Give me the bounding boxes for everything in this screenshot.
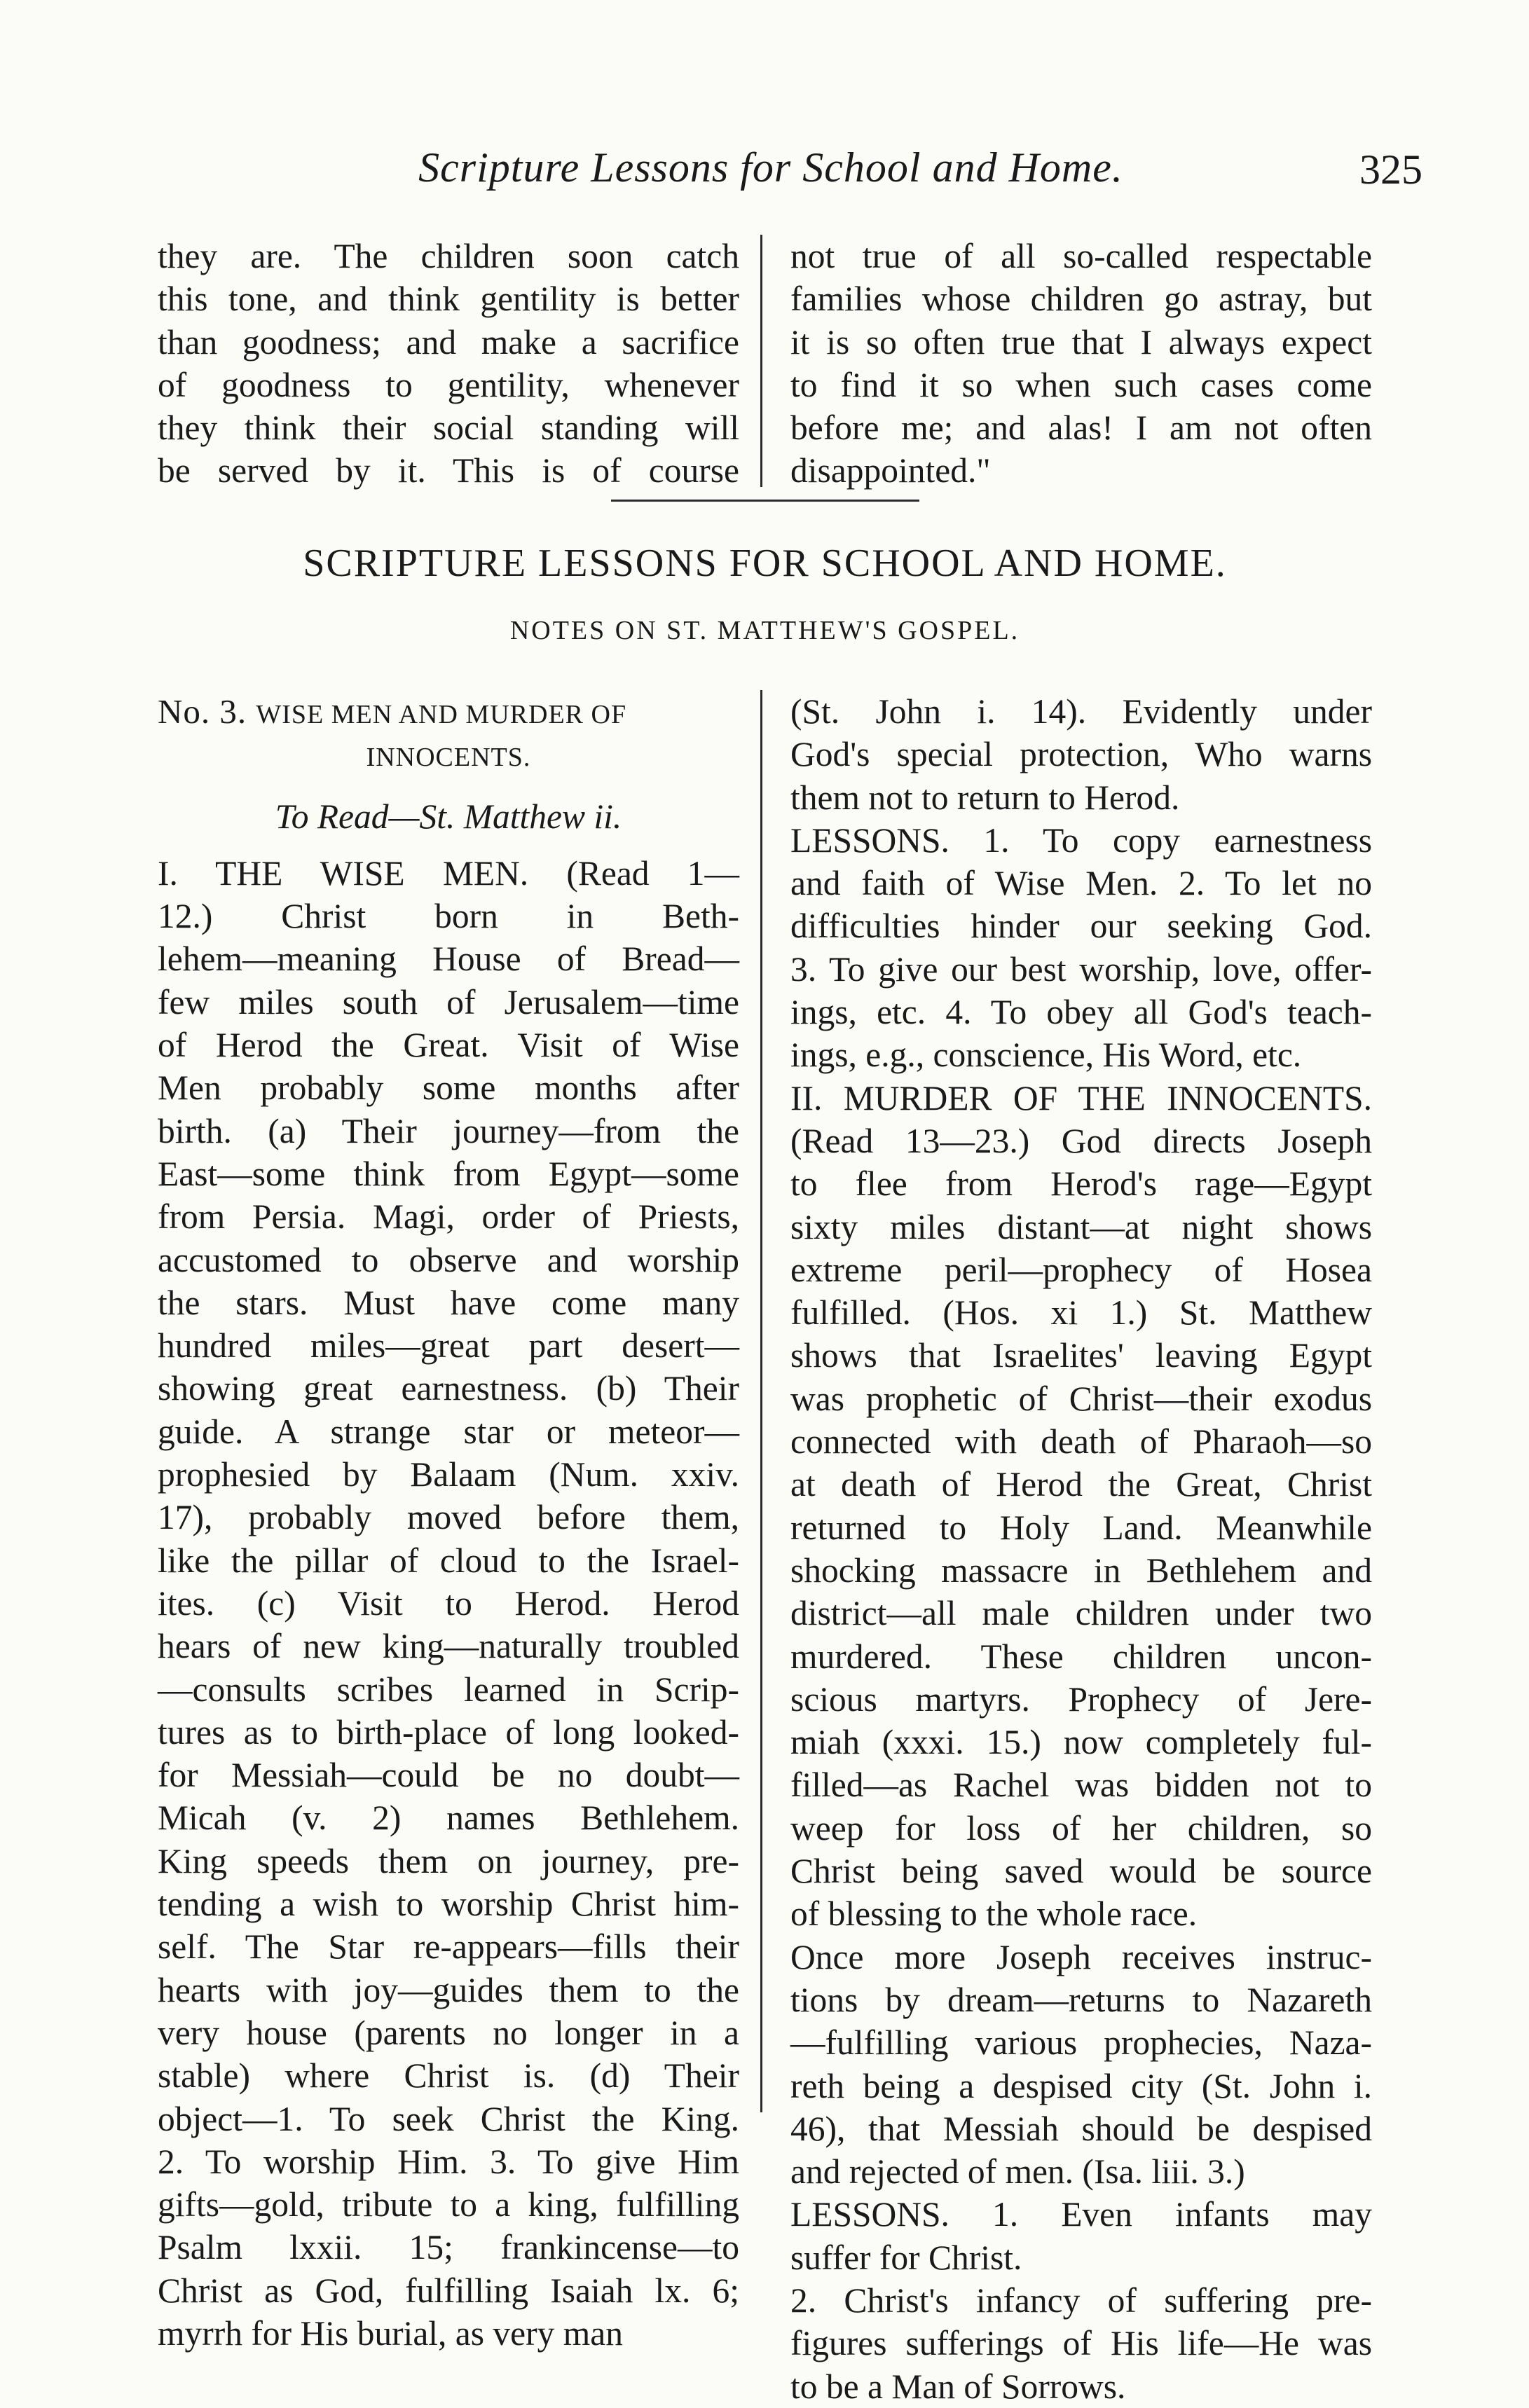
text-line: 46), that Messiah should be despised [790,2109,1372,2148]
text-line: not true of all so-called respectable [790,237,1372,275]
text-line: ings, e.g., conscience, His Word, etc. [790,1036,1302,1075]
text-line: fulfilled. (Hos. xi 1.) St. Matthew [790,1293,1372,1333]
text-line: of blessing to the whole race. [790,1894,1198,1934]
text-line: to be a Man of Sorrows. [790,2367,1126,2406]
text-line: shocking massacre in Bethlehem and [790,1550,1372,1590]
text-line: showing great earnestness. (b) Their [158,1369,739,1408]
text-line: before me; and alas! I am not often [790,408,1372,448]
section-subtitle: NOTES ON ST. MATTHEW'S GOSPEL. [509,616,1020,645]
reading-reference: To Read—St. Matthew ii. [275,797,622,836]
text-line: tures as to birth-place of long looked- [158,1712,739,1752]
lesson-title-line1: WISE MEN AND MURDER OF [256,700,627,729]
text-line: connected with death of Pharaoh—so [790,1422,1372,1461]
right-body-text [790,690,1372,2408]
text-line: ings, etc. 4. To obey all God's teach- [790,993,1372,1032]
text-line: 17), probably moved before them, [158,1498,739,1537]
lesson-number: No. 3. [158,692,247,731]
text-line: Psalm lxxii. 15; frankincense—to [158,2228,739,2267]
text-line: —consults scribes learned in Scrip- [158,1670,739,1709]
text-line: tions by dream—returns to Nazareth [790,1980,1372,2019]
text-line: 12.) Christ born in Beth- [158,897,739,936]
text-line: object—1. To seek Christ the King. [158,2099,739,2138]
text-line: Christ being saved would be source [790,1852,1372,1891]
text-line: the stars. Must have come many [158,1283,739,1322]
right-body-column [790,690,1372,2408]
text-line: 2. Christ's infancy of suffering pre- [790,2280,1372,2320]
text-line: lehem—meaning House of Bread— [158,940,739,979]
text-line: LESSONS. 1. Even infants may [790,2195,1372,2234]
lesson-heading [158,690,739,780]
text-line: 2. To worship Him. 3. To give Him [158,2142,739,2181]
text-line: birth. (a) Their journey—from the [158,1111,739,1150]
text-line: II. MURDER OF THE INNOCENTS. [790,1078,1372,1117]
text-line: for Messiah—could be no doubt— [158,1756,739,1795]
text-line: this tone, and think gentility is better [158,280,739,319]
text-line: figures sufferings of His life—He was [790,2324,1372,2363]
text-line: of Herod the Great. Visit of Wise [158,1026,739,1065]
text-line: gifts—gold, tribute to a king, fulfilling [158,2185,739,2224]
left-body-text [158,852,739,2355]
left-body-column [158,690,739,2355]
text-line: like the pillar of cloud to the Israel- [158,1541,739,1580]
text-line: I. THE WISE MEN. (Read 1— [158,853,739,893]
text-line: reth being a despised city (St. John i. [790,2066,1372,2105]
text-line: district—all male children under two [790,1594,1372,1633]
text-line: hundred miles—great part desert— [158,1326,739,1365]
text-line: King speeds them on journey, pre- [158,1841,739,1880]
text-line: filled—as Rachel was bidden not to [790,1766,1372,1805]
text-line: weep for loss of her children, so [790,1808,1372,1848]
text-line: of goodness to gentility, whenever [158,365,739,404]
text-line: hears of new king—naturally troubled [158,1627,739,1666]
text-line: them not to return to Herod. [790,778,1180,817]
lesson-title-line2: INNOCENTS. [366,743,531,773]
text-line: prophesied by Balaam (Num. xxiv. [158,1455,739,1494]
text-line: (St. John i. 14). Evidently under [790,692,1372,731]
section-separator [611,500,919,502]
text-line: myrrh for His burial, as very man [158,2313,623,2353]
text-line: 3. To give our best worship, love, offer- [790,949,1372,989]
text-line: miah (xxxi. 15.) now completely ful- [790,1723,1372,1762]
text-line: than goodness; and make a sacrifice [158,322,739,362]
section-title: SCRIPTURE LESSONS FOR SCHOOL AND HOME. [303,542,1227,585]
text-line: Christ as God, fulfilling Isaiah lx. 6; [158,2271,739,2310]
top-left-column [158,235,739,493]
text-line: disappointed." [790,451,991,490]
text-line: scious martyrs. Prophecy of Jere- [790,1679,1372,1719]
text-line: suffer for Christ. [790,2238,1022,2277]
text-line: tending a wish to worship Christ him- [158,1885,739,1924]
text-line: God's special protection, Who warns [790,735,1372,774]
text-line: and rejected of men. (Isa. liii. 3.) [790,2152,1245,2192]
text-line: to find it so when such cases come [790,365,1372,404]
text-line: (Read 13—23.) God directs Joseph [790,1121,1372,1160]
text-line: guide. A strange star or meteor— [158,1412,739,1451]
text-line: shows that Israelites' leaving Egypt [790,1336,1372,1375]
text-line: LESSONS. 1. To copy earnestness [790,820,1372,860]
text-line: —fulfilling various prophecies, Naza- [790,2023,1372,2063]
text-line: they are. The children soon catch [158,237,739,275]
page-number: 325 [1359,146,1422,193]
text-line: at death of Herod the Great, Christ [790,1465,1372,1504]
text-line: hearts with joy—guides them to the [158,1970,739,2009]
text-line: Once more Joseph receives instruc- [790,1937,1372,1976]
text-line: stable) where Christ is. (d) Their [158,2056,739,2096]
text-line: accustomed to observe and worship [158,1240,739,1279]
text-line: very house (parents no longer in a [158,2013,739,2052]
running-head: Scripture Lessons for School and Home. [418,144,1123,191]
text-line: murdered. These children uncon- [790,1637,1372,1676]
text-line: and faith of Wise Men. 2. To let no [790,864,1372,903]
text-line: to flee from Herod's rage—Egypt [790,1164,1372,1204]
text-line: ites. (c) Visit to Herod. Herod [158,1583,739,1623]
column-divider [760,690,762,2112]
text-line: difficulties hinder our seeking God. [790,907,1372,946]
column-divider [760,235,762,487]
top-right-column [790,235,1372,493]
text-line: be served by it. This is of course [158,451,739,490]
text-line: sixty miles distant—at night shows [790,1207,1372,1246]
text-line: East—some think from Egypt—some [158,1154,739,1193]
text-line: from Persia. Magi, order of Priests, [158,1197,739,1237]
text-line: was prophetic of Christ—their exodus [790,1379,1372,1418]
text-line: they think their social standing will [158,408,739,448]
text-line: self. The Star re-appears—fills their [158,1927,739,1967]
text-line: it is so often true that I always expect [790,322,1372,362]
text-line: families whose children go astray, but [790,280,1372,319]
text-line: returned to Holy Land. Meanwhile [790,1508,1372,1547]
text-line: extreme peril—prophecy of Hosea [790,1250,1372,1289]
text-line: Micah (v. 2) names Bethlehem. [158,1798,739,1838]
text-line: Men probably some months after [158,1068,739,1108]
text-line: few miles south of Jerusalem—time [158,982,739,1021]
